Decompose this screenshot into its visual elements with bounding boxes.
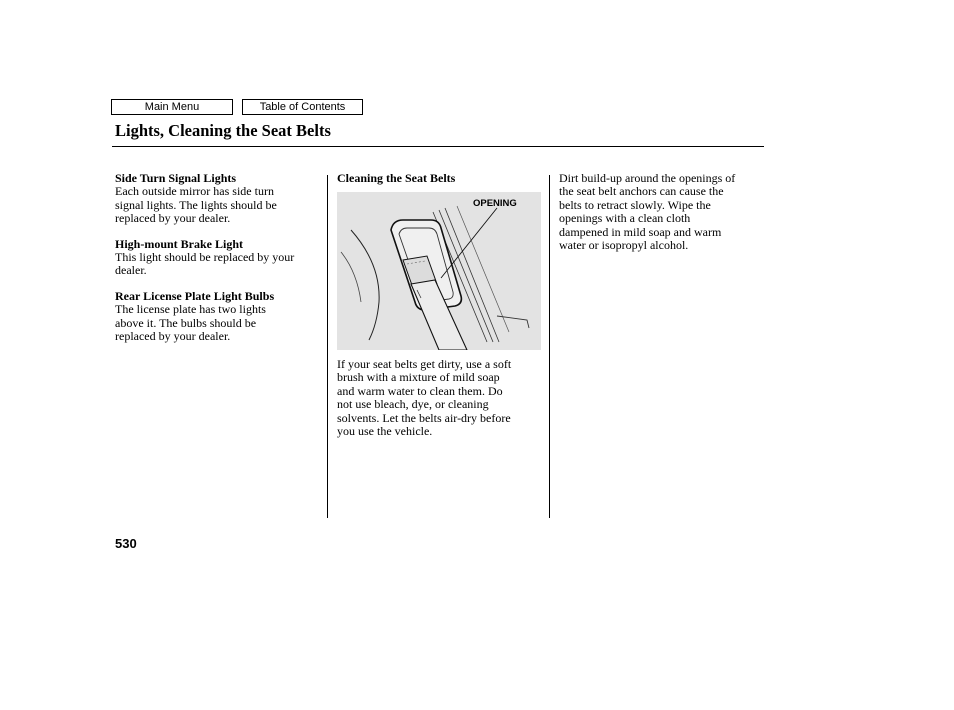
body-line: brush with a mixture of mild soap — [337, 370, 500, 385]
body-line: water or isopropyl alcohol. — [559, 238, 689, 253]
body-line: This light should be replaced by your — [115, 250, 295, 265]
body-line: openings with a clean cloth — [559, 211, 691, 226]
body-line: replaced by your dealer. — [115, 329, 231, 344]
body-line: solvents. Let the belts air-dry before — [337, 410, 511, 425]
title-divider — [112, 146, 764, 147]
body-line: dealer. — [115, 263, 147, 278]
body-line: Dirt build-up around the openings of — [559, 171, 736, 185]
body-line: the seat belt anchors can cause the — [559, 184, 724, 199]
column-cleaning-heading — [337, 172, 543, 185]
body-line: signal lights. The lights should be — [115, 197, 277, 212]
column-anchor-openings — [559, 172, 763, 252]
section-side-turn-signal — [115, 172, 323, 226]
main-menu-button[interactable]: Main Menu — [111, 99, 233, 115]
section-heading: Side Turn Signal Lights — [115, 171, 237, 185]
body-line: not use bleach, dye, or cleaning — [337, 397, 489, 412]
seat-belt-drawing — [337, 192, 541, 350]
column-divider — [327, 175, 328, 518]
body-line: belts to retract slowly. Wipe the — [559, 197, 711, 212]
section-rear-license-plate — [115, 290, 323, 344]
figure-label-opening: OPENING — [473, 198, 517, 209]
body-line: Each outside mirror has side turn — [115, 184, 274, 199]
column-cleaning-body — [337, 358, 543, 438]
body-line: above it. The bulbs should be — [115, 315, 257, 330]
page-title: Lights, Cleaning the Seat Belts — [115, 121, 331, 140]
body-line: and warm water to clean them. Do — [337, 383, 503, 398]
section-heading: High-mount Brake Light — [115, 236, 244, 251]
body-line: dampened in mild soap and warm — [559, 224, 722, 239]
section-heading: Rear License Plate Light Bulbs — [115, 288, 275, 303]
section-heading: Cleaning the Seat Belts — [337, 171, 456, 185]
column-divider — [549, 175, 550, 518]
page-number: 530 — [115, 536, 137, 551]
body-line: replaced by your dealer. — [115, 211, 231, 226]
body-line: If your seat belts get dirty, use a soft — [337, 357, 512, 371]
column-lights — [115, 172, 323, 355]
body-line: The license plate has two lights — [115, 302, 266, 317]
seat-belt-illustration — [337, 192, 541, 350]
section-high-mount-brake — [115, 238, 323, 278]
body-line: you use the vehicle. — [337, 424, 433, 439]
table-of-contents-button[interactable]: Table of Contents — [242, 99, 363, 115]
